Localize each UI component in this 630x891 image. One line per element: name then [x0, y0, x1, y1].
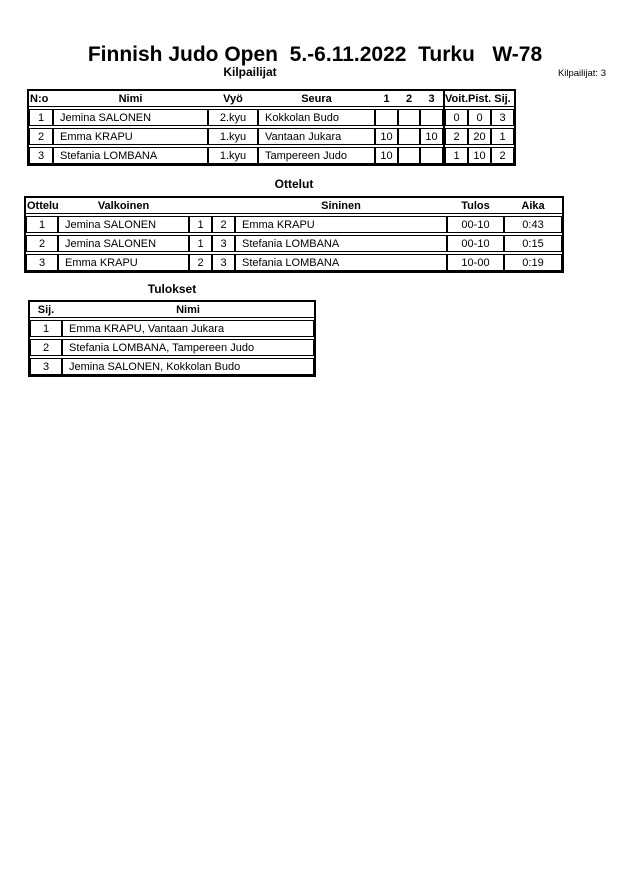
cell-sij: 1: [30, 320, 62, 337]
cell-blue-no: 3: [212, 235, 235, 252]
col-header-seura: Seura: [301, 92, 332, 105]
competitor-count-label: Kilpailijat: 3: [557, 68, 606, 79]
page-title: Finnish Judo Open 5.-6.11.2022 Turku W-78: [87, 43, 543, 66]
col-header-nimi: Nimi: [176, 303, 200, 316]
col-header-vyo: Vyö: [223, 92, 243, 105]
table-row: [26, 254, 562, 271]
cell-no: 1: [29, 109, 53, 126]
col-header-round1: 1: [383, 92, 390, 105]
col-header-voit: Voit.: [445, 92, 469, 105]
cell-round1: [375, 109, 398, 126]
section-label-tulokset: Tulokset: [147, 282, 197, 296]
cell-match-no: 3: [26, 254, 58, 271]
cell-blue: Stefania LOMBANA: [235, 254, 447, 271]
cell-blue-no: 2: [212, 216, 235, 233]
cell-round2: [398, 128, 420, 145]
col-header-aika: Aika: [521, 199, 545, 212]
cell-nimi: Stefania LOMBANA: [53, 147, 208, 164]
cell-seura: Tampereen Judo: [258, 147, 375, 164]
cell-pist: 0: [468, 109, 491, 126]
cell-match-no: 2: [26, 235, 58, 252]
cell-voit: 0: [445, 109, 468, 126]
table-row: [26, 235, 562, 252]
cell-tulos: 10-00: [447, 254, 504, 271]
cell-round2: [398, 147, 420, 164]
cell-white-no: 1: [189, 235, 212, 252]
cell-sij: 2: [30, 339, 62, 356]
cell-seura: Vantaan Jukara: [258, 128, 375, 145]
cell-aika: 0:15: [504, 235, 562, 252]
cell-round3: [420, 147, 443, 164]
cell-no: 3: [29, 147, 53, 164]
col-header-tulos: Tulos: [461, 199, 490, 212]
cell-nimi: Jemina SALONEN: [53, 109, 208, 126]
table-row: [26, 216, 562, 233]
col-header-round3: 3: [428, 92, 435, 105]
thick-column-divider: [443, 91, 445, 164]
table-row: [29, 109, 514, 126]
table-row: [29, 128, 514, 145]
cell-round3: [420, 109, 443, 126]
cell-tulos: 00-10: [447, 216, 504, 233]
col-header-no: N:o: [30, 92, 49, 105]
cell-round1: 10: [375, 128, 398, 145]
table-row: [30, 320, 314, 337]
col-header-nimi: Nimi: [118, 92, 143, 105]
cell-pist: 20: [468, 128, 491, 145]
cell-white-no: 1: [189, 216, 212, 233]
kilpailijat-header-row: [29, 91, 514, 107]
cell-aika: 0:19: [504, 254, 562, 271]
col-header-ottelu: Ottelu: [27, 199, 59, 212]
ottelut-table: [24, 196, 564, 273]
cell-round2: [398, 109, 420, 126]
cell-blue: Emma KRAPU: [235, 216, 447, 233]
cell-sij: 3: [30, 358, 62, 375]
cell-vyo: 1.kyu: [208, 128, 258, 145]
cell-white: Emma KRAPU: [58, 254, 189, 271]
cell-white: Jemina SALONEN: [58, 216, 189, 233]
cell-sij: 2: [491, 147, 514, 164]
cell-nimi: Emma KRAPU, Vantaan Jukara: [62, 320, 314, 337]
col-header-pist: Pist.: [468, 92, 492, 105]
cell-nimi: Stefania LOMBANA, Tampereen Judo: [62, 339, 314, 356]
cell-vyo: 1.kyu: [208, 147, 258, 164]
col-header-sij: Sij.: [37, 303, 55, 316]
table-row: [30, 358, 314, 375]
cell-vyo: 2.kyu: [208, 109, 258, 126]
cell-no: 2: [29, 128, 53, 145]
cell-white-no: 2: [189, 254, 212, 271]
cell-aika: 0:43: [504, 216, 562, 233]
cell-match-no: 1: [26, 216, 58, 233]
col-header-sininen: Sininen: [321, 199, 361, 212]
tulokset-table: [28, 300, 316, 377]
kilpailijat-table: [27, 89, 516, 166]
cell-nimi: Jemina SALONEN, Kokkolan Budo: [62, 358, 314, 375]
ottelut-header-row: [26, 198, 562, 214]
cell-tulos: 00-10: [447, 235, 504, 252]
table-row: [29, 147, 514, 164]
cell-nimi: Emma KRAPU: [53, 128, 208, 145]
cell-white: Jemina SALONEN: [58, 235, 189, 252]
cell-blue-no: 3: [212, 254, 235, 271]
cell-round1: 10: [375, 147, 398, 164]
col-header-round2: 2: [405, 92, 413, 105]
cell-voit: 1: [445, 147, 468, 164]
cell-voit: 2: [445, 128, 468, 145]
cell-blue: Stefania LOMBANA: [235, 235, 447, 252]
col-header-valkoinen: Valkoinen: [97, 199, 150, 212]
cell-seura: Kokkolan Budo: [258, 109, 375, 126]
tulokset-header-row: [30, 302, 314, 318]
section-label-kilpailijat: Kilpailijat: [223, 65, 277, 79]
section-label-ottelut: Ottelut: [274, 177, 314, 191]
cell-pist: 10: [468, 147, 491, 164]
cell-round3: 10: [420, 128, 443, 145]
col-header-sij: Sij.: [494, 92, 511, 105]
table-row: [30, 339, 314, 356]
cell-sij: 3: [491, 109, 514, 126]
cell-sij: 1: [491, 128, 514, 145]
